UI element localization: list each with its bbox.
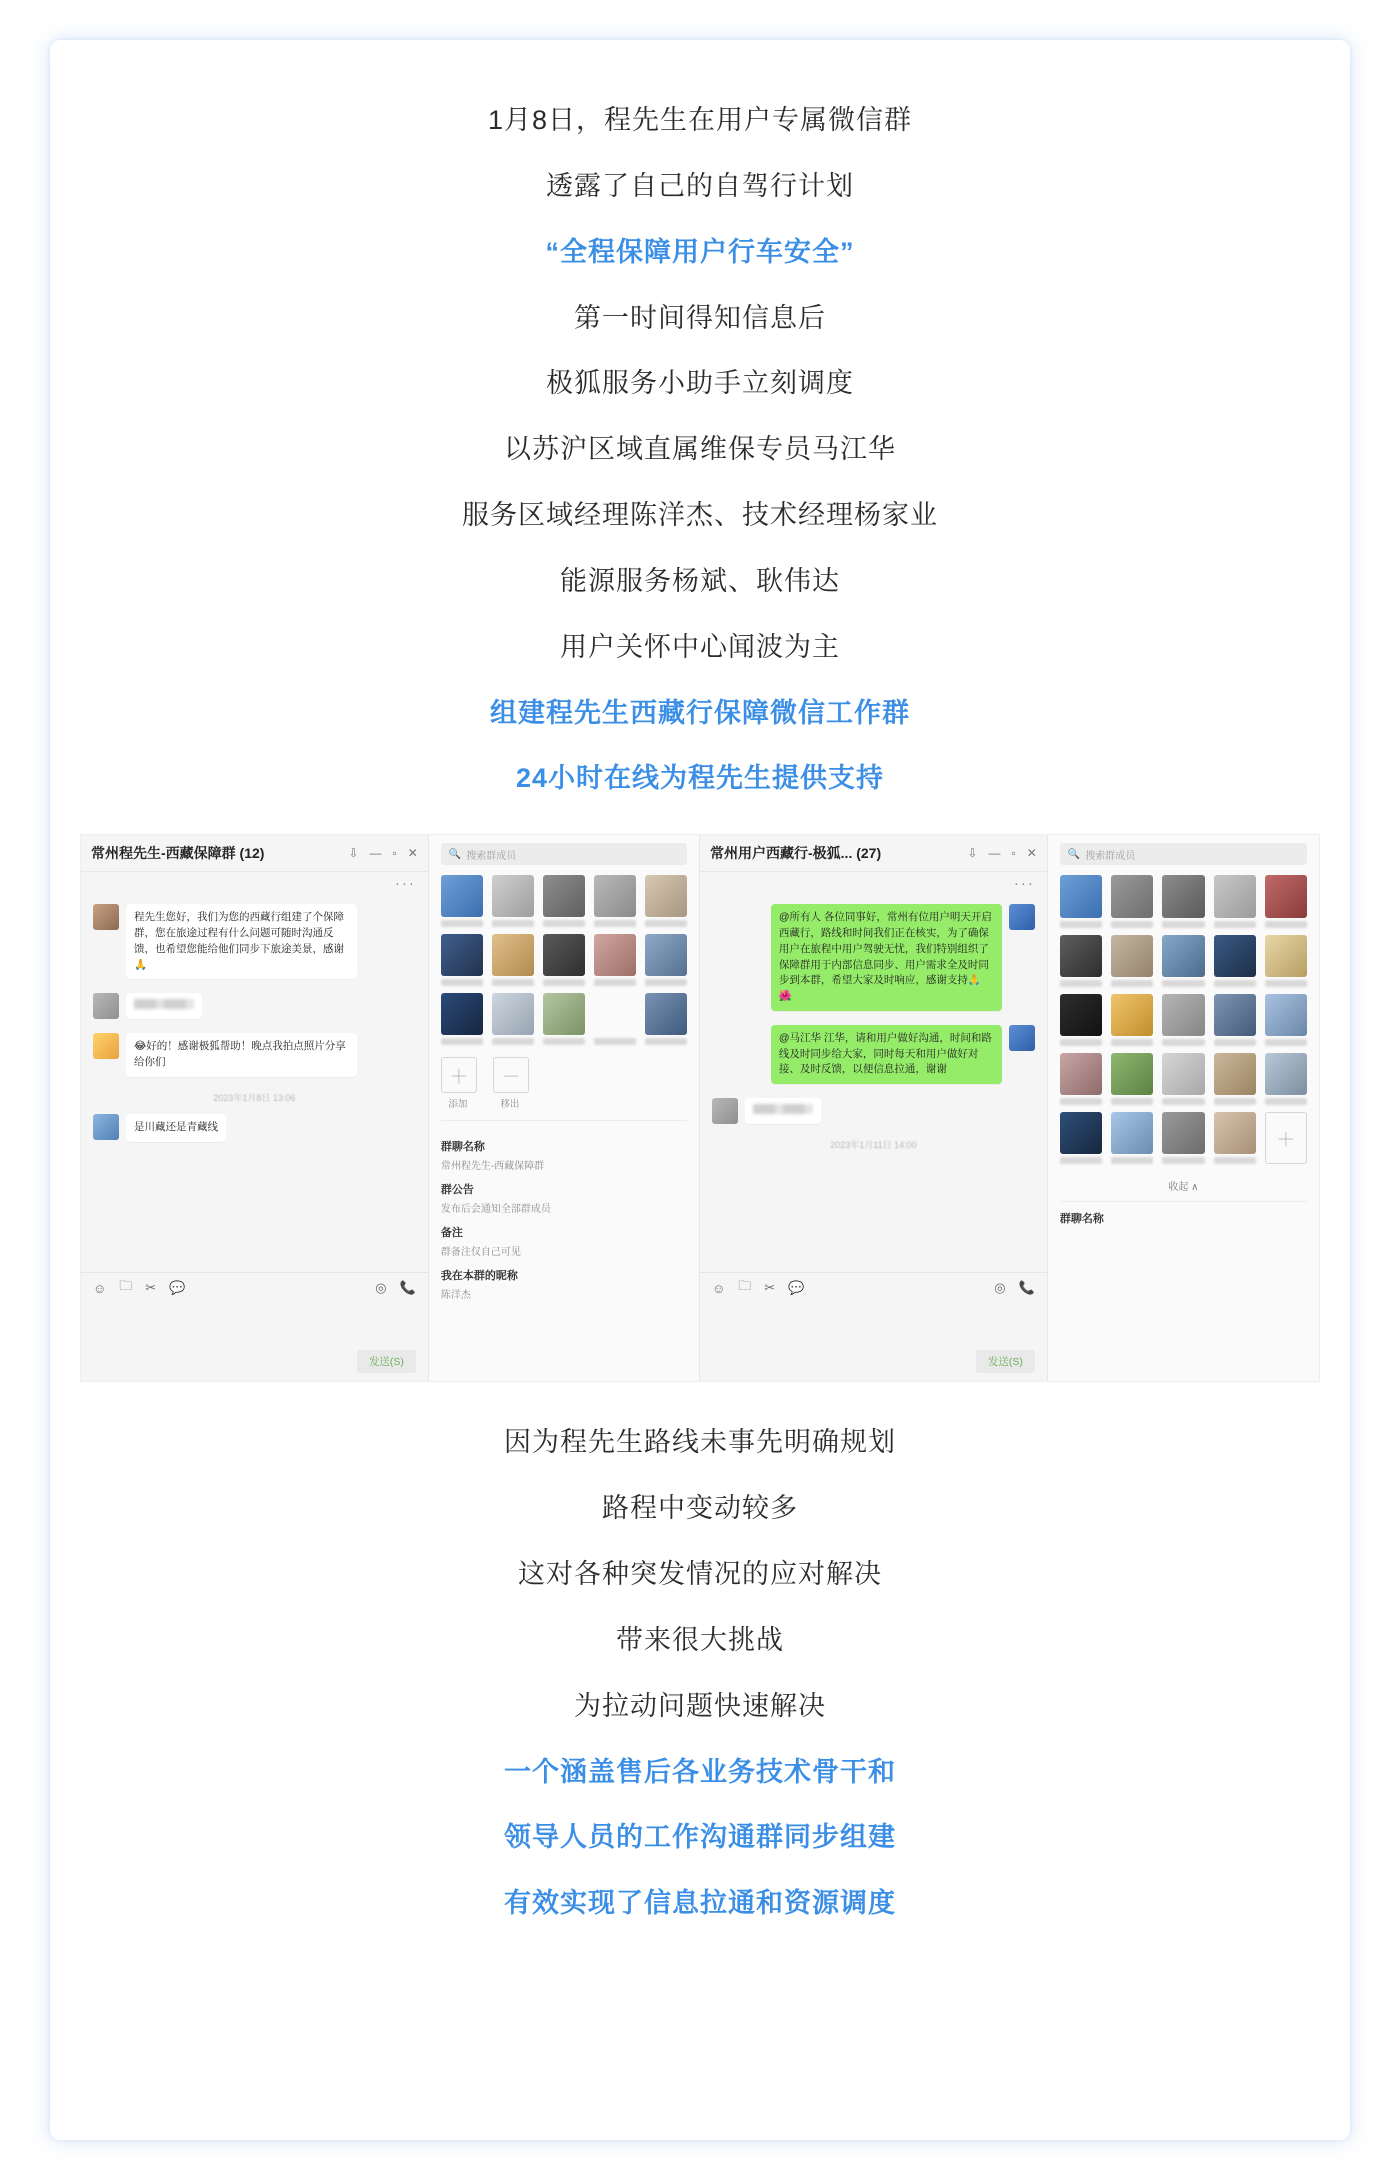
collapse-members-button[interactable]: 收起 ∧ (1168, 1182, 1199, 1194)
member-name (1111, 1098, 1153, 1105)
message-item (93, 993, 416, 1019)
member-name (645, 979, 687, 986)
wechat-screenshot-image (80, 834, 1320, 1382)
search-placeholder: 搜索群成员 (1085, 850, 1136, 862)
member-name (543, 979, 585, 986)
message-timestamp: 2023年1月11日 14:00 (830, 1140, 917, 1151)
member-avatar[interactable] (1111, 935, 1153, 977)
chat-right-message-list (700, 894, 1047, 1272)
member-name (1265, 921, 1307, 928)
add-member-button[interactable]: ＋ (441, 1057, 477, 1093)
chat-history-icon[interactable]: 💬 (169, 1280, 186, 1296)
group-remark-label: 备注 (440, 1227, 463, 1240)
text-line: 因为程先生路线未事先明确规划 (504, 1427, 896, 1458)
member-avatar[interactable] (441, 993, 483, 1035)
member-name (1214, 980, 1256, 987)
member-avatar[interactable] (1214, 935, 1256, 977)
group-announcement-field[interactable] (441, 1181, 687, 1215)
record-icon[interactable]: ◎ (375, 1280, 387, 1296)
group-announcement-label: 群公告 (440, 1184, 474, 1197)
member-name (441, 1038, 483, 1045)
member-name (1060, 921, 1102, 928)
scissors-icon[interactable]: ✂ (145, 1280, 157, 1296)
member-name (1265, 1098, 1307, 1105)
group-info-panel-right (1048, 835, 1319, 1381)
text-line-accent: 领导人员的工作沟通群同步组建 (504, 1822, 896, 1853)
group-name-field[interactable] (441, 1138, 687, 1172)
search-members-input-right[interactable] (1060, 843, 1307, 865)
message-item (712, 1098, 1035, 1124)
member-name (1111, 980, 1153, 987)
member-avatar[interactable] (1265, 1053, 1307, 1095)
folder-icon[interactable]: 🗀 (119, 1278, 133, 1294)
member-name (543, 920, 585, 927)
member-name (1265, 980, 1307, 987)
text-line: 路程中变动较多 (602, 1493, 798, 1524)
record-icon[interactable]: ◎ (994, 1280, 1006, 1296)
member-avatar[interactable] (1060, 1053, 1102, 1095)
chat-left-message-list (81, 894, 428, 1272)
member-avatar[interactable] (1265, 994, 1307, 1036)
message-bubble: 程先生您好，我们为您的西藏行组建了个保障群，您在旅途过程有什么问题可随时沟通反馈，也希望您能给他们同步下旅途美景，感谢🙏 (126, 904, 357, 979)
text-line: 用户关怀中心闻波为主 (560, 631, 840, 662)
avatar[interactable] (1009, 1025, 1035, 1051)
member-avatar[interactable] (1060, 1112, 1102, 1154)
search-icon: 🔍 (1067, 848, 1081, 860)
close-icon[interactable]: ✕ (1026, 846, 1037, 861)
member-avatar[interactable] (1214, 875, 1256, 917)
article-card (50, 40, 1350, 2140)
member-name (645, 920, 687, 927)
member-name (441, 920, 483, 927)
group-name-value: 常州程先生-西藏保障群 (440, 1161, 545, 1173)
member-name (1060, 1157, 1102, 1164)
chat-window-right (700, 835, 1048, 1381)
paragraph-block-two (50, 1422, 1350, 1925)
avatar[interactable] (1009, 904, 1035, 930)
chat-left-input[interactable] (81, 1303, 428, 1381)
group-announcement-value: 发布后会通知全部群成员 (440, 1204, 551, 1216)
member-name (594, 979, 636, 986)
add-member-label: 添加 (448, 1099, 468, 1111)
call-icon[interactable]: 📞 (399, 1280, 416, 1296)
member-name (1111, 921, 1153, 928)
member-avatar[interactable] (1162, 1053, 1204, 1095)
member-avatar[interactable] (543, 993, 585, 1035)
text-line: 这对各种突发情况的应对解决 (518, 1558, 882, 1589)
member-avatar[interactable] (1060, 875, 1102, 917)
member-name (492, 979, 534, 986)
minimize-to-tray-icon[interactable]: ⇩ (967, 846, 978, 861)
send-button[interactable]: 发送(S) (976, 1350, 1035, 1373)
emoji-icon[interactable]: ☺ (93, 1280, 107, 1296)
search-placeholder: 搜索群成员 (466, 850, 517, 862)
member-name (594, 1038, 636, 1045)
member-avatar[interactable] (492, 875, 534, 917)
member-name (543, 1038, 585, 1045)
member-name (1162, 1157, 1204, 1164)
text-line: 以苏沪区域直属维保专员马江华 (504, 434, 896, 465)
minimize-icon[interactable]: — (369, 846, 382, 861)
maximize-icon[interactable]: ▫ (1011, 846, 1016, 861)
message-bubble (126, 993, 202, 1019)
member-avatar[interactable] (1111, 875, 1153, 917)
call-icon[interactable]: 📞 (1018, 1280, 1035, 1296)
member-name (1214, 1039, 1256, 1046)
member-name (1162, 1098, 1204, 1105)
member-avatar[interactable] (594, 875, 636, 917)
member-avatar[interactable] (1162, 994, 1204, 1036)
member-avatar[interactable] (441, 934, 483, 976)
member-name (1162, 980, 1204, 987)
member-actions-left (441, 1057, 687, 1110)
message-bubble (745, 1098, 821, 1124)
member-name (1060, 1039, 1102, 1046)
text-line: 能源服务杨斌、耿伟达 (560, 565, 840, 596)
minimize-icon[interactable]: — (988, 846, 1001, 861)
message-item (93, 1114, 416, 1142)
member-avatar[interactable] (1214, 994, 1256, 1036)
member-avatar[interactable] (1214, 1053, 1256, 1095)
avatar[interactable] (93, 993, 119, 1019)
message-item (93, 1033, 416, 1077)
text-line-accent: 一个涵盖售后各业务技术骨干和 (504, 1756, 896, 1787)
member-name (1214, 921, 1256, 928)
chat-right-toolbar (700, 1272, 1047, 1303)
member-name (1060, 980, 1102, 987)
message-item (93, 904, 416, 979)
remove-member-button[interactable]: － (493, 1057, 529, 1093)
paragraph-block-one (50, 100, 1350, 800)
member-avatar[interactable] (594, 934, 636, 976)
member-avatar[interactable] (1265, 875, 1307, 917)
member-avatar[interactable] (1162, 875, 1204, 917)
message-bubble: 😂好的！感谢极狐帮助！晚点我拍点照片分享给你们 (126, 1033, 357, 1077)
folder-icon[interactable]: 🗀 (738, 1278, 752, 1294)
member-grid-right (1060, 875, 1307, 1164)
member-avatar[interactable] (1060, 994, 1102, 1036)
text-line: 1月8日，程先生在用户专属微信群 (487, 105, 913, 135)
chat-left-more-button[interactable]: ··· (394, 874, 416, 892)
text-line: 为拉动问题快速解决 (574, 1690, 826, 1721)
chat-left-toolbar (81, 1272, 428, 1303)
message-bubble: @马江华 江华，请和用户做好沟通，时间和路线及时同步给大家，同时每天和用户做好对接、及时反馈，以便信息拉通，谢谢 (771, 1025, 1002, 1084)
my-group-nickname-field[interactable] (441, 1267, 687, 1301)
my-nickname-value: 陈洋杰 (440, 1290, 471, 1302)
search-members-input-left[interactable] (441, 843, 687, 865)
window-controls-right[interactable] (967, 846, 1036, 860)
member-avatar[interactable] (1111, 1053, 1153, 1095)
send-button[interactable]: 发送(S) (357, 1350, 416, 1373)
text-line: 带来很大挑战 (616, 1624, 784, 1655)
member-avatar[interactable] (1111, 1112, 1153, 1154)
chat-left-title: 常州程先生-西藏保障群 (12) (91, 845, 265, 862)
member-name (1214, 1098, 1256, 1105)
window-controls-left[interactable] (348, 846, 417, 860)
group-name-label: 群聊名称 (1059, 1213, 1104, 1226)
group-info-panel-left (429, 835, 700, 1381)
member-name (1214, 1157, 1256, 1164)
member-name (594, 920, 636, 927)
chat-right-title: 常州用户西藏行-极狐... (27) (710, 845, 882, 862)
message-timestamp: 2023年1月8日 13:06 (213, 1092, 296, 1103)
member-avatar[interactable] (1214, 1112, 1256, 1154)
member-avatar[interactable] (543, 875, 585, 917)
member-name (492, 1038, 534, 1045)
chat-right-titlebar (700, 835, 1047, 872)
chat-window-left (81, 835, 429, 1381)
member-name (1060, 1098, 1102, 1105)
member-grid-left (441, 875, 687, 1045)
chat-history-icon[interactable]: 💬 (788, 1280, 805, 1296)
member-avatar[interactable] (492, 993, 534, 1035)
member-name (492, 920, 534, 927)
avatar[interactable] (712, 1098, 738, 1124)
chat-right-more-button[interactable]: ··· (1013, 874, 1035, 892)
remove-member-label: 移出 (500, 1099, 520, 1111)
member-avatar[interactable] (594, 993, 636, 1035)
message-item (712, 904, 1035, 1011)
text-line: 透露了自己的自驾行计划 (546, 170, 854, 201)
group-name-label: 群聊名称 (440, 1141, 485, 1154)
member-avatar[interactable] (1265, 935, 1307, 977)
scissors-icon[interactable]: ✂ (764, 1280, 776, 1296)
member-avatar[interactable] (645, 875, 687, 917)
maximize-icon[interactable]: ▫ (392, 846, 397, 861)
text-line-accent: “全程保障用户行车安全” (545, 236, 855, 267)
text-line-accent: 有效实现了信息拉通和资源调度 (504, 1888, 896, 1919)
member-avatar[interactable] (492, 934, 534, 976)
member-avatar[interactable] (543, 934, 585, 976)
text-line-accent: 24小时在线为程先生提供支持 (515, 763, 885, 794)
divider (1060, 1201, 1307, 1202)
close-icon[interactable]: ✕ (407, 846, 418, 861)
member-avatar[interactable] (1111, 994, 1153, 1036)
text-line-accent: 组建程先生西藏行保障微信工作群 (490, 697, 910, 728)
member-name (441, 979, 483, 986)
member-avatar[interactable] (645, 993, 687, 1035)
minimize-to-tray-icon[interactable]: ⇩ (348, 846, 359, 861)
member-avatar[interactable] (441, 875, 483, 917)
member-avatar[interactable] (1060, 935, 1102, 977)
my-nickname-label: 我在本群的昵称 (440, 1270, 518, 1283)
add-member-button[interactable]: ＋ (1265, 1112, 1307, 1164)
avatar[interactable] (93, 1033, 119, 1059)
message-item (712, 1025, 1035, 1084)
text-line: 第一时间得知信息后 (574, 302, 826, 333)
member-avatar[interactable] (1162, 935, 1204, 977)
member-avatar[interactable] (1162, 1112, 1204, 1154)
text-line: 服务区域经理陈洋杰、技术经理杨家业 (462, 500, 938, 531)
message-bubble: @所有人 各位同事好，常州有位用户明天开启西藏行，路线和时间我们正在核实，为了确保用户在旅程中用户驾驶无忧，我们特别组织了保障群用于内部信息同步、用户需求全及时同步到本群，希望大家及时响应，感谢支持🙏🌺 (771, 904, 1002, 1011)
message-bubble: 是川藏还是青藏线 (126, 1114, 226, 1142)
group-remark-field[interactable] (441, 1224, 687, 1258)
member-name (645, 1038, 687, 1045)
member-name (1111, 1157, 1153, 1164)
member-name (1265, 1039, 1307, 1046)
member-avatar[interactable] (645, 934, 687, 976)
member-name (1162, 1039, 1204, 1046)
search-icon: 🔍 (448, 848, 462, 860)
group-remark-value: 群备注仅自己可见 (440, 1247, 521, 1259)
chat-left-titlebar (81, 835, 428, 872)
avatar[interactable] (93, 1114, 119, 1140)
divider (441, 1120, 687, 1121)
chat-right-input[interactable] (700, 1303, 1047, 1381)
emoji-icon[interactable]: ☺ (712, 1280, 726, 1296)
member-name (1111, 1039, 1153, 1046)
member-name (1162, 921, 1204, 928)
avatar[interactable] (93, 904, 119, 930)
text-line: 极狐服务小助手立刻调度 (546, 368, 854, 399)
